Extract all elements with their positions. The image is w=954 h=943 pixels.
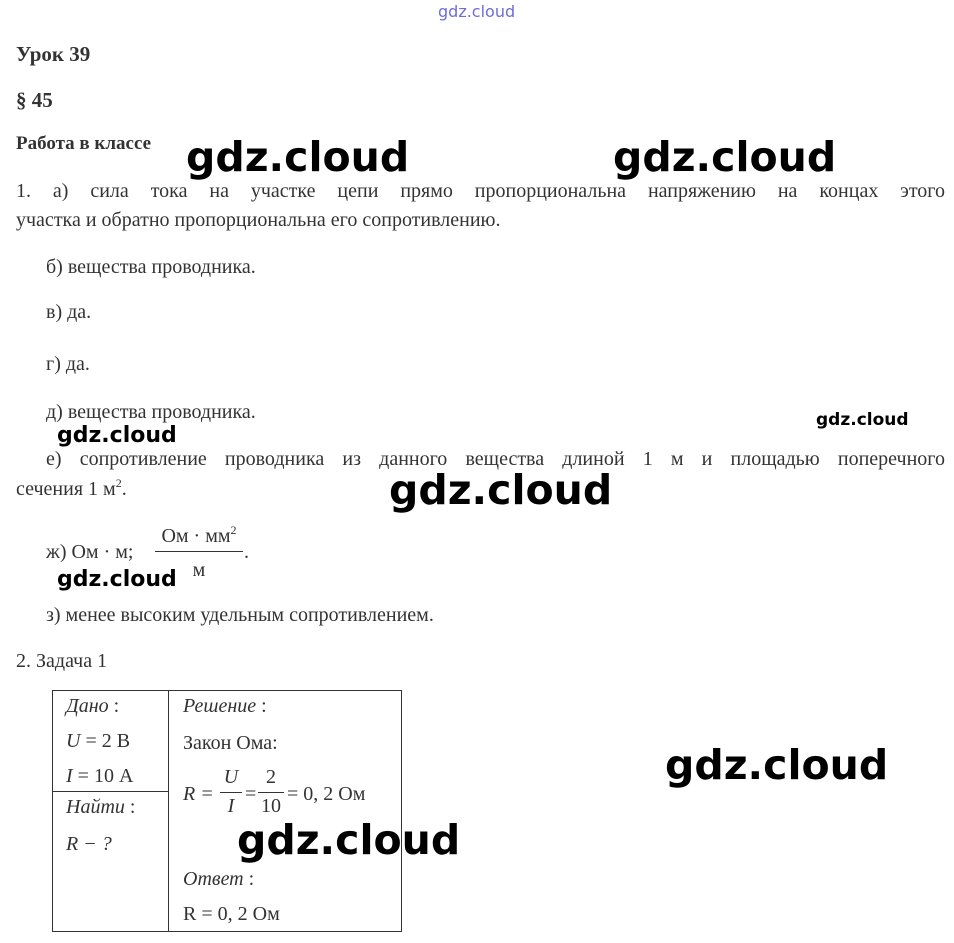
- fraction-numerator: Ом · $мм^2$: [161, 523, 237, 547]
- lesson-title: Урок 39: [16, 42, 91, 66]
- find-label: Найти :: [66, 796, 136, 818]
- solution-cell: [169, 691, 402, 932]
- fraction-u-over-i: [220, 766, 242, 822]
- answer-1b: б) вещества проводника.: [46, 256, 256, 278]
- answer-1zh-end: .: [244, 541, 249, 563]
- answer-1a-line1: 1. а) сила тока на участке цепи прямо пропорциональна напряжению на концах этого: [16, 180, 945, 202]
- answer-label: Ответ :: [183, 868, 255, 890]
- task-title: 2. Задача 1: [16, 650, 108, 672]
- answer-1e-line2: сечения 1 $м^2$.: [16, 476, 127, 500]
- watermark: gdz.cloud: [186, 133, 410, 181]
- watermark: gdz.cloud: [389, 466, 613, 514]
- watermark: gdz.cloud: [665, 741, 889, 789]
- fraction-2-over-10: [258, 766, 284, 822]
- answer-1g: г) да.: [46, 353, 90, 375]
- fraction-bar: [258, 792, 284, 793]
- section-title: Работа в классе: [16, 133, 152, 154]
- answer-1v: в) да.: [46, 301, 92, 323]
- formula-equals: =: [245, 783, 257, 805]
- fraction-denominator: I: [227, 795, 235, 817]
- fraction-bar: [220, 792, 242, 793]
- answer-1a-line2: участка и обратно пропорциональна его сопротивлению.: [16, 209, 501, 231]
- given-cell: [53, 691, 169, 792]
- ohms-law-label: Закон Ома:: [183, 732, 278, 754]
- fraction-numerator: U: [223, 766, 239, 788]
- given-label: Дано :: [66, 695, 120, 717]
- fraction-bar: [155, 551, 243, 552]
- watermark: gdz.cloud: [613, 133, 837, 181]
- answer-1d: д) вещества проводника.: [46, 401, 256, 423]
- answer-value: R = 0, 2 Ом: [183, 903, 280, 925]
- task-table: [52, 690, 402, 932]
- answer-1e-line1: е) сопротивление проводника из данного вещества длиной 1 м и площадью поперечного: [46, 448, 945, 470]
- fraction-ohm-mm2-per-m: [155, 525, 243, 581]
- find-cell: [53, 792, 169, 932]
- fraction-denominator: 10: [261, 795, 281, 817]
- given-current: I = 10 А: [66, 765, 134, 787]
- answer-1zh-prefix: ж) Ом · м;: [46, 541, 134, 563]
- answer-1z: з) менее высоким удельным сопротивлением.: [46, 604, 434, 626]
- watermark-top: gdz.cloud: [438, 2, 516, 21]
- watermark: gdz.cloud: [57, 567, 177, 592]
- formula-result: = 0, 2 Ом: [287, 783, 366, 805]
- paragraph-number: § 45: [16, 88, 53, 112]
- watermark: gdz.cloud: [816, 410, 909, 430]
- watermark: gdz.cloud: [57, 423, 177, 448]
- watermark: gdz.cloud: [237, 816, 461, 864]
- formula-r-equals: R =: [183, 783, 214, 805]
- find-resistance: R − ?: [66, 833, 112, 855]
- given-voltage: U = 2 В: [66, 730, 131, 752]
- fraction-numerator: 2: [266, 766, 276, 788]
- solution-label: Решение :: [183, 695, 267, 717]
- fraction-denominator: м: [192, 559, 206, 581]
